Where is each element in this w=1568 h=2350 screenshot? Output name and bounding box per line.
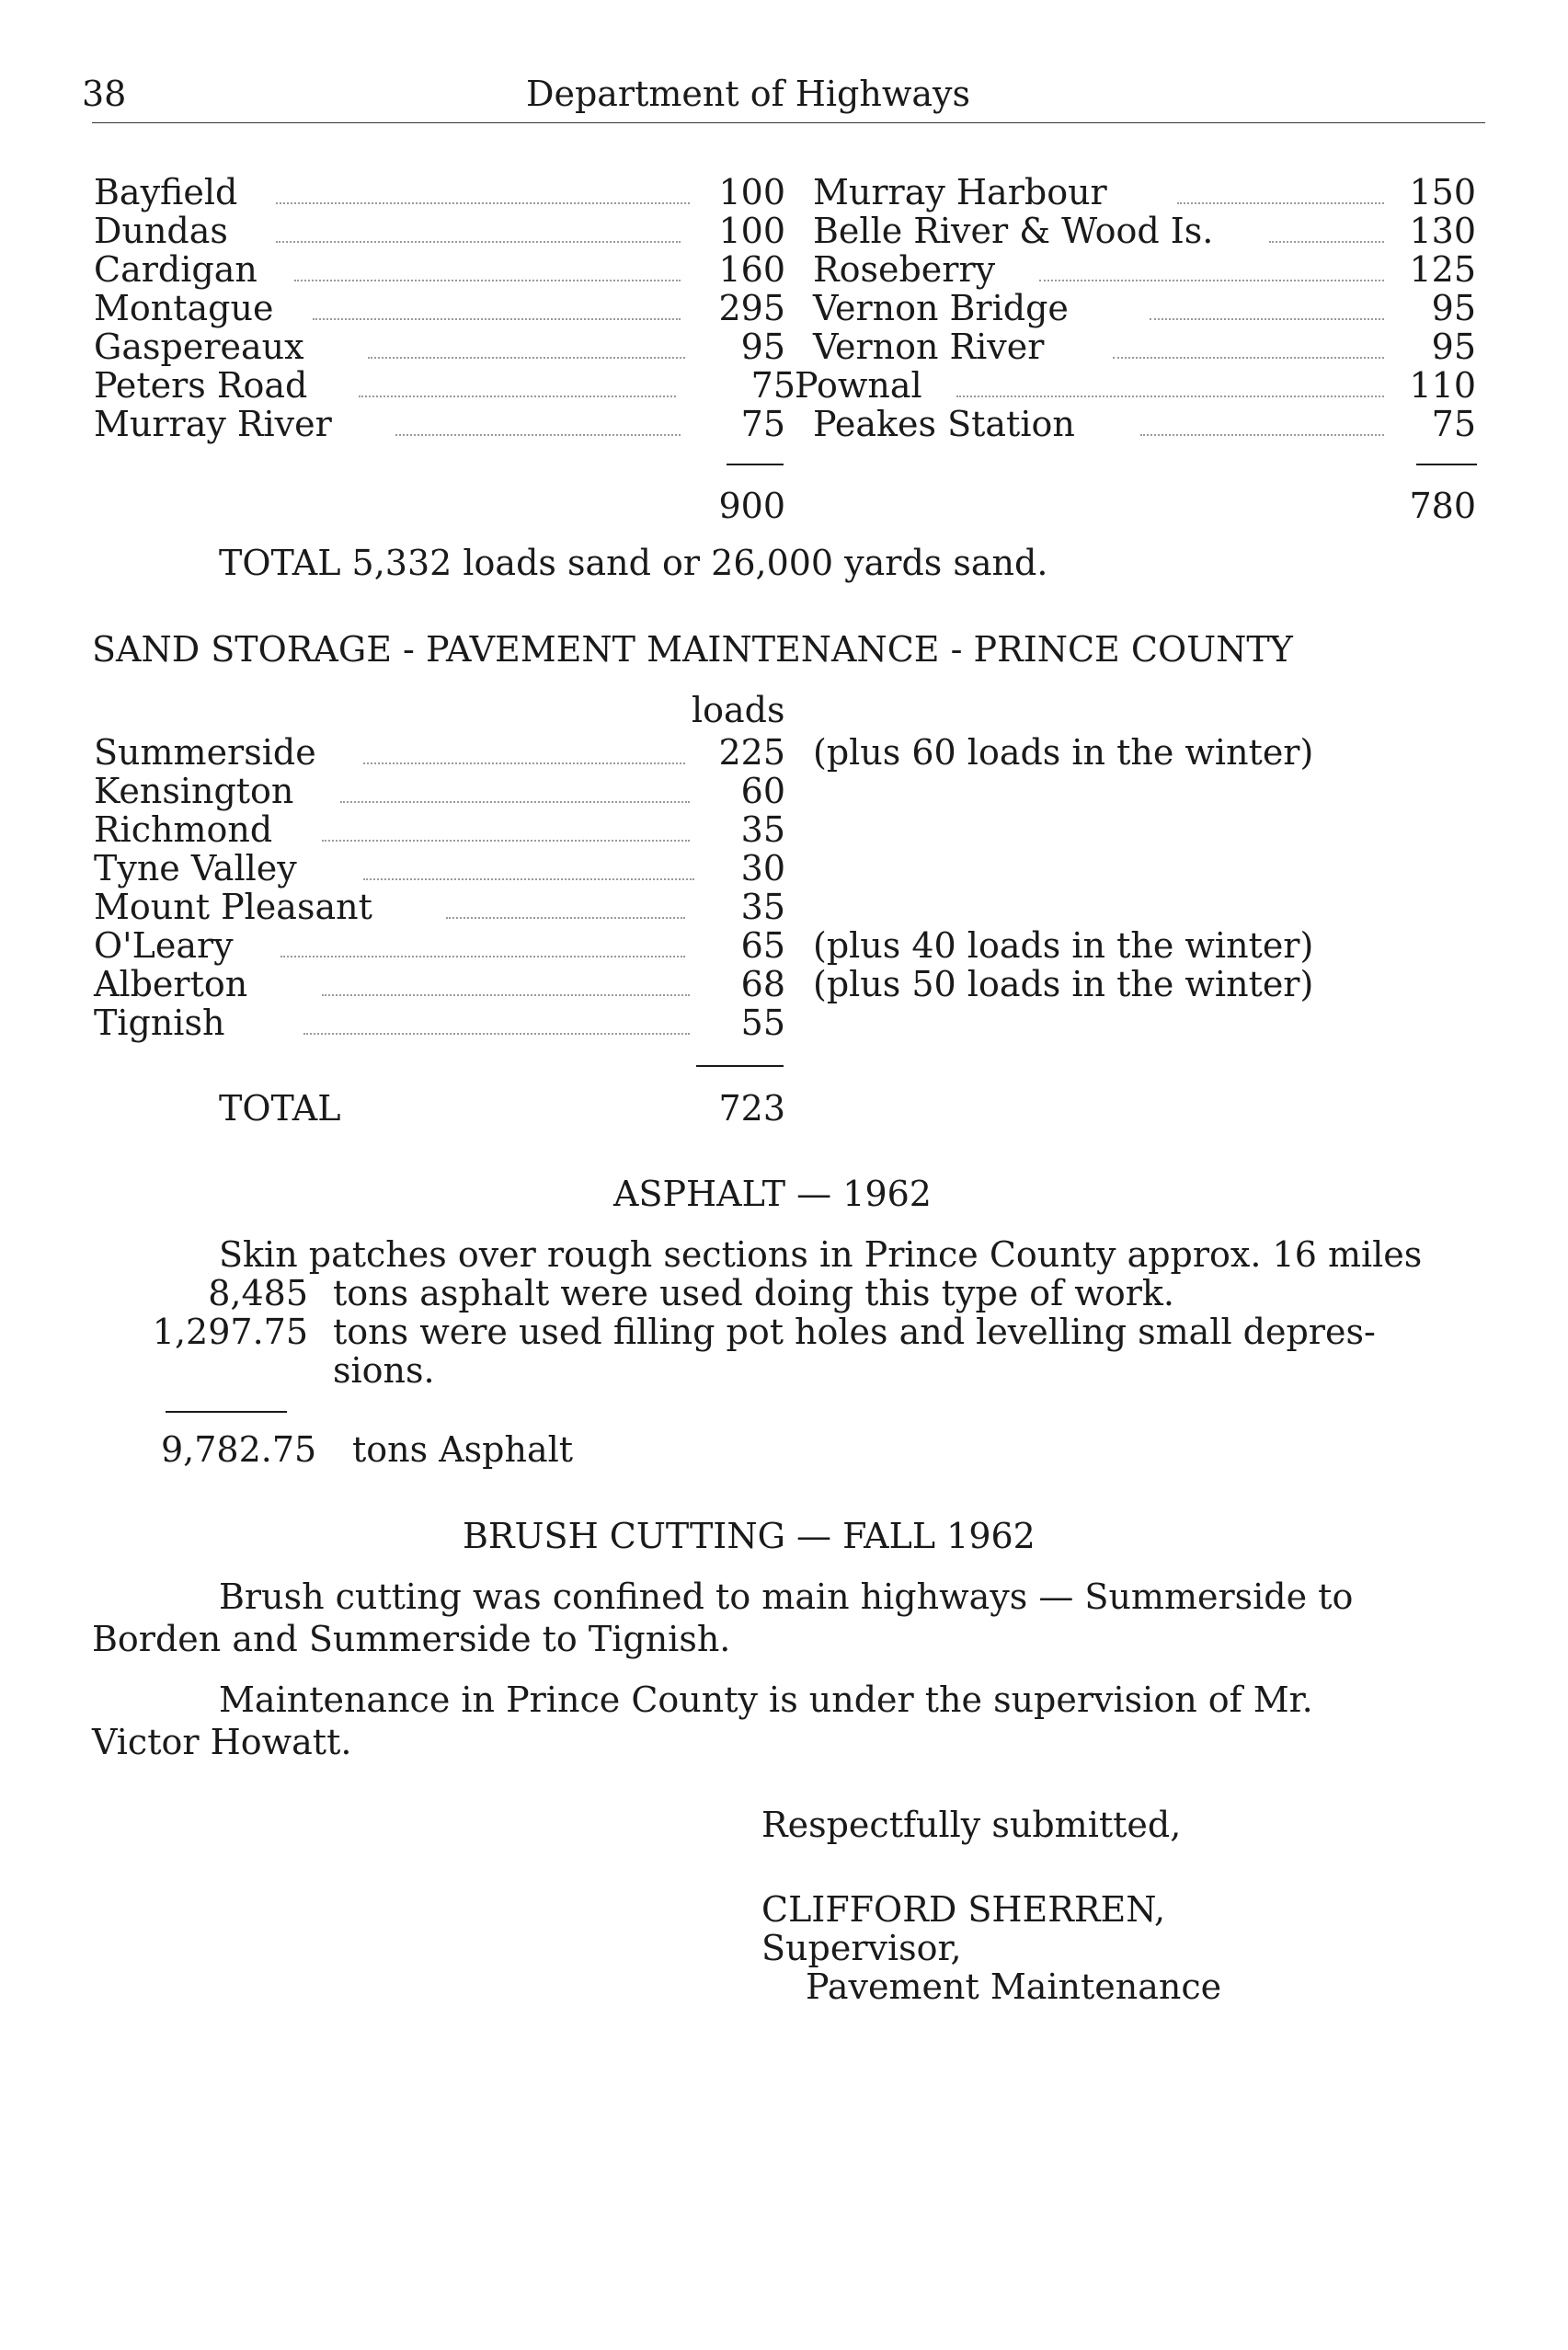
- table-row-value: 55: [740, 1003, 785, 1043]
- table-row-value: 225: [718, 732, 785, 773]
- signature-closing: Respectfully submitted,: [761, 1805, 1182, 1845]
- leader-dots: [322, 840, 690, 842]
- table-row-name: Summerside: [94, 732, 316, 773]
- brush-paragraph-1-line-2: Borden and Summerside to Tignish.: [92, 1619, 731, 1659]
- brush-paragraph-2-line-1: Maintenance in Prince County is under the supervision of Mr.: [219, 1679, 1313, 1720]
- leader-dots: [1039, 280, 1384, 281]
- table-row-name: Mount Pleasant: [94, 887, 372, 927]
- list-item-value: 150: [1409, 172, 1476, 212]
- leader-dots: [322, 994, 690, 996]
- table-row-note: (plus 50 loads in the winter): [813, 964, 1314, 1004]
- leader-dots: [1150, 318, 1384, 320]
- section-heading-asphalt: ASPHALT — 1962: [613, 1174, 932, 1214]
- table-row-value: 30: [740, 848, 785, 888]
- grand-total-line: TOTAL 5,332 loads sand or 26,000 yards sand.: [219, 543, 1048, 583]
- prince-total-label: TOTAL: [219, 1088, 341, 1129]
- prince-total-value: 723: [718, 1088, 785, 1129]
- list-item-value: 100: [718, 211, 785, 251]
- asphalt-amount-2: 1,297.75: [152, 1312, 308, 1352]
- asphalt-total-rule: [166, 1411, 287, 1413]
- table-row-name: O'Leary: [94, 925, 234, 966]
- list-item-name: Montague: [94, 288, 274, 328]
- asphalt-amount-1: 8,485: [208, 1273, 308, 1313]
- leader-dots: [956, 395, 1384, 397]
- list-item-name: Gaspereaux: [94, 327, 304, 367]
- table-row-value: 65: [740, 925, 785, 966]
- table-row-name: Alberton: [94, 964, 248, 1004]
- signature-title-2: Pavement Maintenance: [806, 1966, 1222, 2007]
- asphalt-total-amount: 9,782.75: [161, 1429, 317, 1470]
- leader-dots: [446, 917, 685, 919]
- list-item-value: 75: [750, 365, 795, 406]
- leader-dots: [313, 318, 681, 320]
- list-item-value: 125: [1409, 249, 1476, 290]
- leader-dots: [368, 357, 685, 359]
- list-item-value: 95: [1431, 327, 1476, 367]
- page-title: Department of Highways: [526, 74, 970, 114]
- signature-title-1: Supervisor,: [761, 1928, 962, 1968]
- header-rule: [92, 122, 1485, 123]
- list-item-value: 110: [1409, 365, 1476, 406]
- leader-dots: [359, 395, 676, 397]
- brush-paragraph-1-line-1: Brush cutting was confined to main highways — Summerside to: [219, 1576, 1354, 1617]
- asphalt-text-1: tons asphalt were used doing this type of work.: [333, 1273, 1174, 1313]
- list-item-name: Vernon Bridge: [813, 288, 1069, 328]
- list-item-name: Murray River: [94, 404, 332, 444]
- asphalt-text-2: tons were used filling pot holes and levelling small depres-: [333, 1312, 1376, 1352]
- list-item-name: Pownal: [795, 365, 922, 406]
- list-item-name: Murray Harbour: [813, 172, 1107, 212]
- table-row-note: (plus 40 loads in the winter): [813, 925, 1314, 966]
- table-row-note: (plus 60 loads in the winter): [813, 732, 1314, 773]
- list-item-value: 95: [740, 327, 785, 367]
- leader-dots: [276, 241, 681, 243]
- leader-dots: [1177, 202, 1384, 204]
- list-item-name: Peakes Station: [813, 404, 1075, 444]
- leader-dots: [303, 1033, 690, 1035]
- table-row-value: 68: [740, 964, 785, 1004]
- leader-dots: [340, 801, 690, 803]
- list-item-name: Bayfield: [94, 172, 238, 212]
- list-item-name: Peters Road: [94, 365, 308, 406]
- section-heading-prince-county: SAND STORAGE - PAVEMENT MAINTENANCE - PRINCE COUNTY: [92, 629, 1293, 670]
- list-item-name: Cardigan: [94, 249, 258, 290]
- asphalt-text-2-cont: sions.: [333, 1350, 435, 1391]
- list-item-value: 100: [718, 172, 785, 212]
- asphalt-intro: Skin patches over rough sections in Prince County approx. 16 miles: [219, 1234, 1423, 1275]
- leader-dots: [395, 434, 681, 436]
- asphalt-total-text: tons Asphalt: [352, 1429, 574, 1470]
- table-row-value: 35: [740, 809, 785, 850]
- brush-paragraph-2-line-2: Victor Howatt.: [92, 1722, 352, 1762]
- table-row-name: Tyne Valley: [94, 848, 297, 888]
- list-item-name: Dundas: [94, 211, 228, 251]
- leader-dots: [363, 878, 694, 880]
- page-number: 38: [82, 74, 127, 114]
- leader-dots: [294, 280, 681, 281]
- section-heading-brush-cutting: BRUSH CUTTING — FALL 1962: [463, 1516, 1036, 1556]
- subtotal-rule-right: [1416, 464, 1477, 465]
- column-header-loads: loads: [692, 690, 785, 730]
- leader-dots: [1140, 434, 1384, 436]
- list-item-value: 160: [718, 249, 785, 290]
- prince-total-rule: [696, 1065, 784, 1067]
- subtotal-left: 900: [718, 486, 785, 526]
- list-item-value: 130: [1409, 211, 1476, 251]
- subtotal-rule-left: [727, 464, 784, 465]
- list-item-value: 75: [740, 404, 785, 444]
- table-row-name: Tignish: [94, 1003, 225, 1043]
- table-row-name: Kensington: [94, 771, 294, 811]
- subtotal-right: 780: [1409, 486, 1476, 526]
- list-item-value: 75: [1431, 404, 1476, 444]
- signature-name: CLIFFORD SHERREN,: [761, 1889, 1166, 1930]
- leader-dots: [1269, 241, 1384, 243]
- table-row-value: 60: [740, 771, 785, 811]
- table-row-name: Richmond: [94, 809, 273, 850]
- leader-dots: [363, 762, 685, 764]
- list-item-name: Vernon River: [813, 327, 1045, 367]
- list-item-name: Roseberry: [813, 249, 996, 290]
- list-item-name: Belle River & Wood Is.: [813, 211, 1214, 251]
- list-item-value: 295: [718, 288, 785, 328]
- table-row-value: 35: [740, 887, 785, 927]
- leader-dots: [1113, 357, 1384, 359]
- list-item-value: 95: [1431, 288, 1476, 328]
- leader-dots: [280, 956, 685, 957]
- leader-dots: [276, 202, 690, 204]
